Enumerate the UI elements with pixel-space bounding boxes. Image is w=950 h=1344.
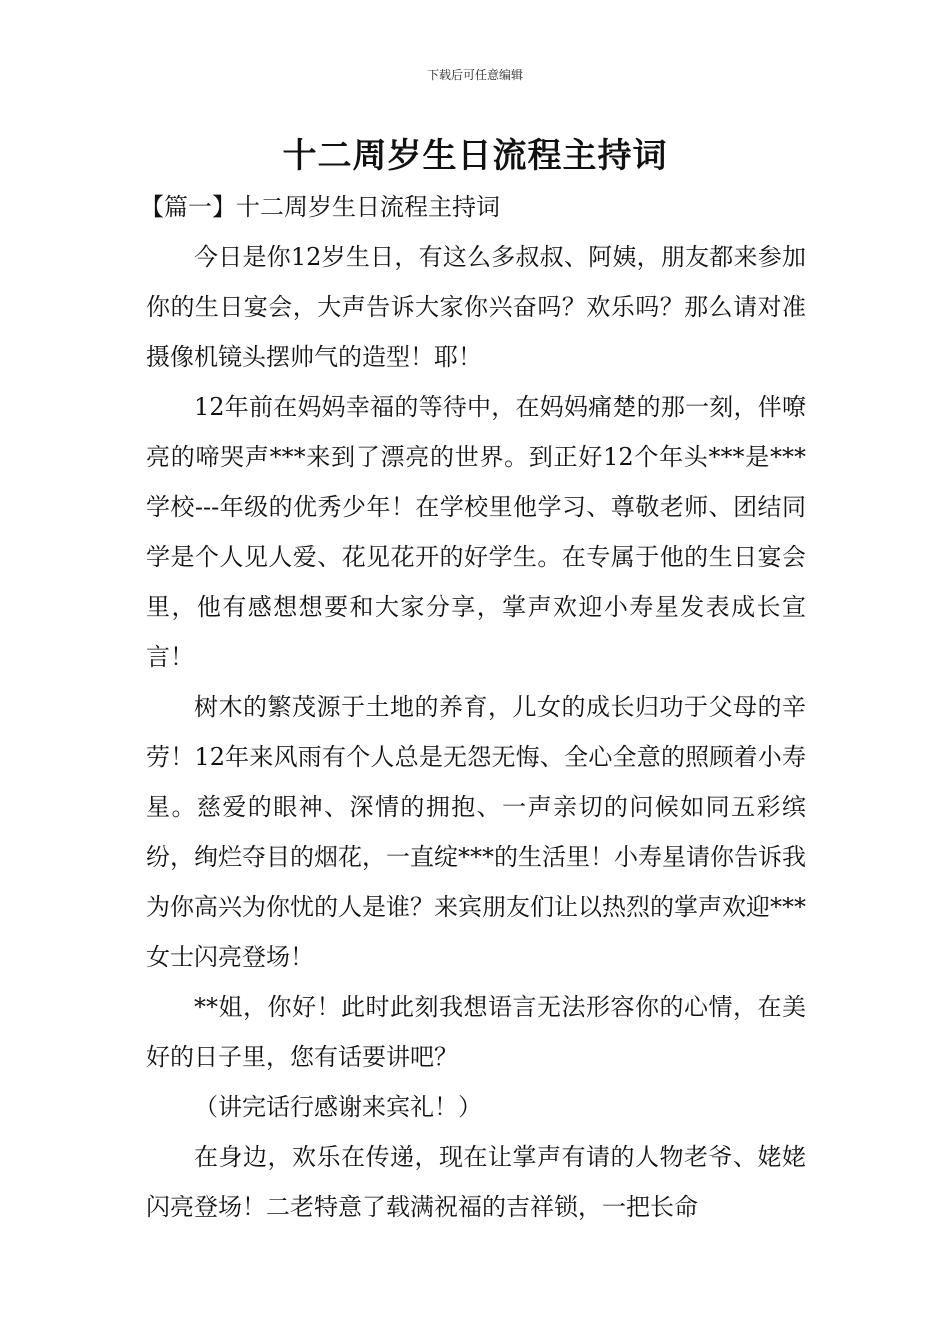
document-title: 十二周岁生日流程主持词 xyxy=(282,136,668,176)
paragraph-3: 树木的繁茂源于土地的养育，儿女的成长归功于父母的辛劳！12年来风雨有个人总是无怨无悔、全心全意的照顾着小寿星。慈爱的眼神、深情的拥抱、一声亲切的问候如同五彩缤纷，绚烂夺目的烟花，一直绽***的生活里！小寿星请你告诉我为你高兴为你忧的人是谁？来宾朋友们让以热烈的掌声欢迎***女士闪亮登场！ xyxy=(146,693,806,971)
paragraph-1: 今日是你12岁生日，有这么多叔叔、阿姨，朋友都来参加你的生日宴会，大声告诉大家你兴奋吗？欢乐吗？那么请对准摄像机镜头摆帅气的造型！耶！ xyxy=(146,243,806,371)
paragraph-6: 在身边，欢乐在传递，现在让掌声有请的人物老爷、姥姥闪亮登场！二老特意了载满祝福的吉祥锁，一把长命 xyxy=(146,1143,806,1221)
header-note: 下载后可任意编辑 xyxy=(426,68,523,82)
paragraph-2: 12年前在妈妈幸福的等待中，在妈妈痛楚的那一刻，伴嘹亮的啼哭声***来到了漂亮的世界。到正好12个年头***是***学校---年级的优秀少年！在学校里他学习、尊敬老师、团结同学是个人见人爱、花见花开的好学生。在专属于他的生日宴会里，他有感想想要和大家分享，掌声欢迎小寿星发表成长宣言！ xyxy=(146,393,806,671)
section-heading: 【篇一】十二周岁生日流程主持词 xyxy=(140,193,500,221)
paragraph-5: （讲完话行感谢来宾礼！） xyxy=(194,1093,482,1121)
paragraph-4: **姐，你好！此时此刻我想语言无法形容你的心情，在美好的日子里，您有话要讲吧？ xyxy=(146,993,806,1071)
document-body xyxy=(140,182,806,1232)
